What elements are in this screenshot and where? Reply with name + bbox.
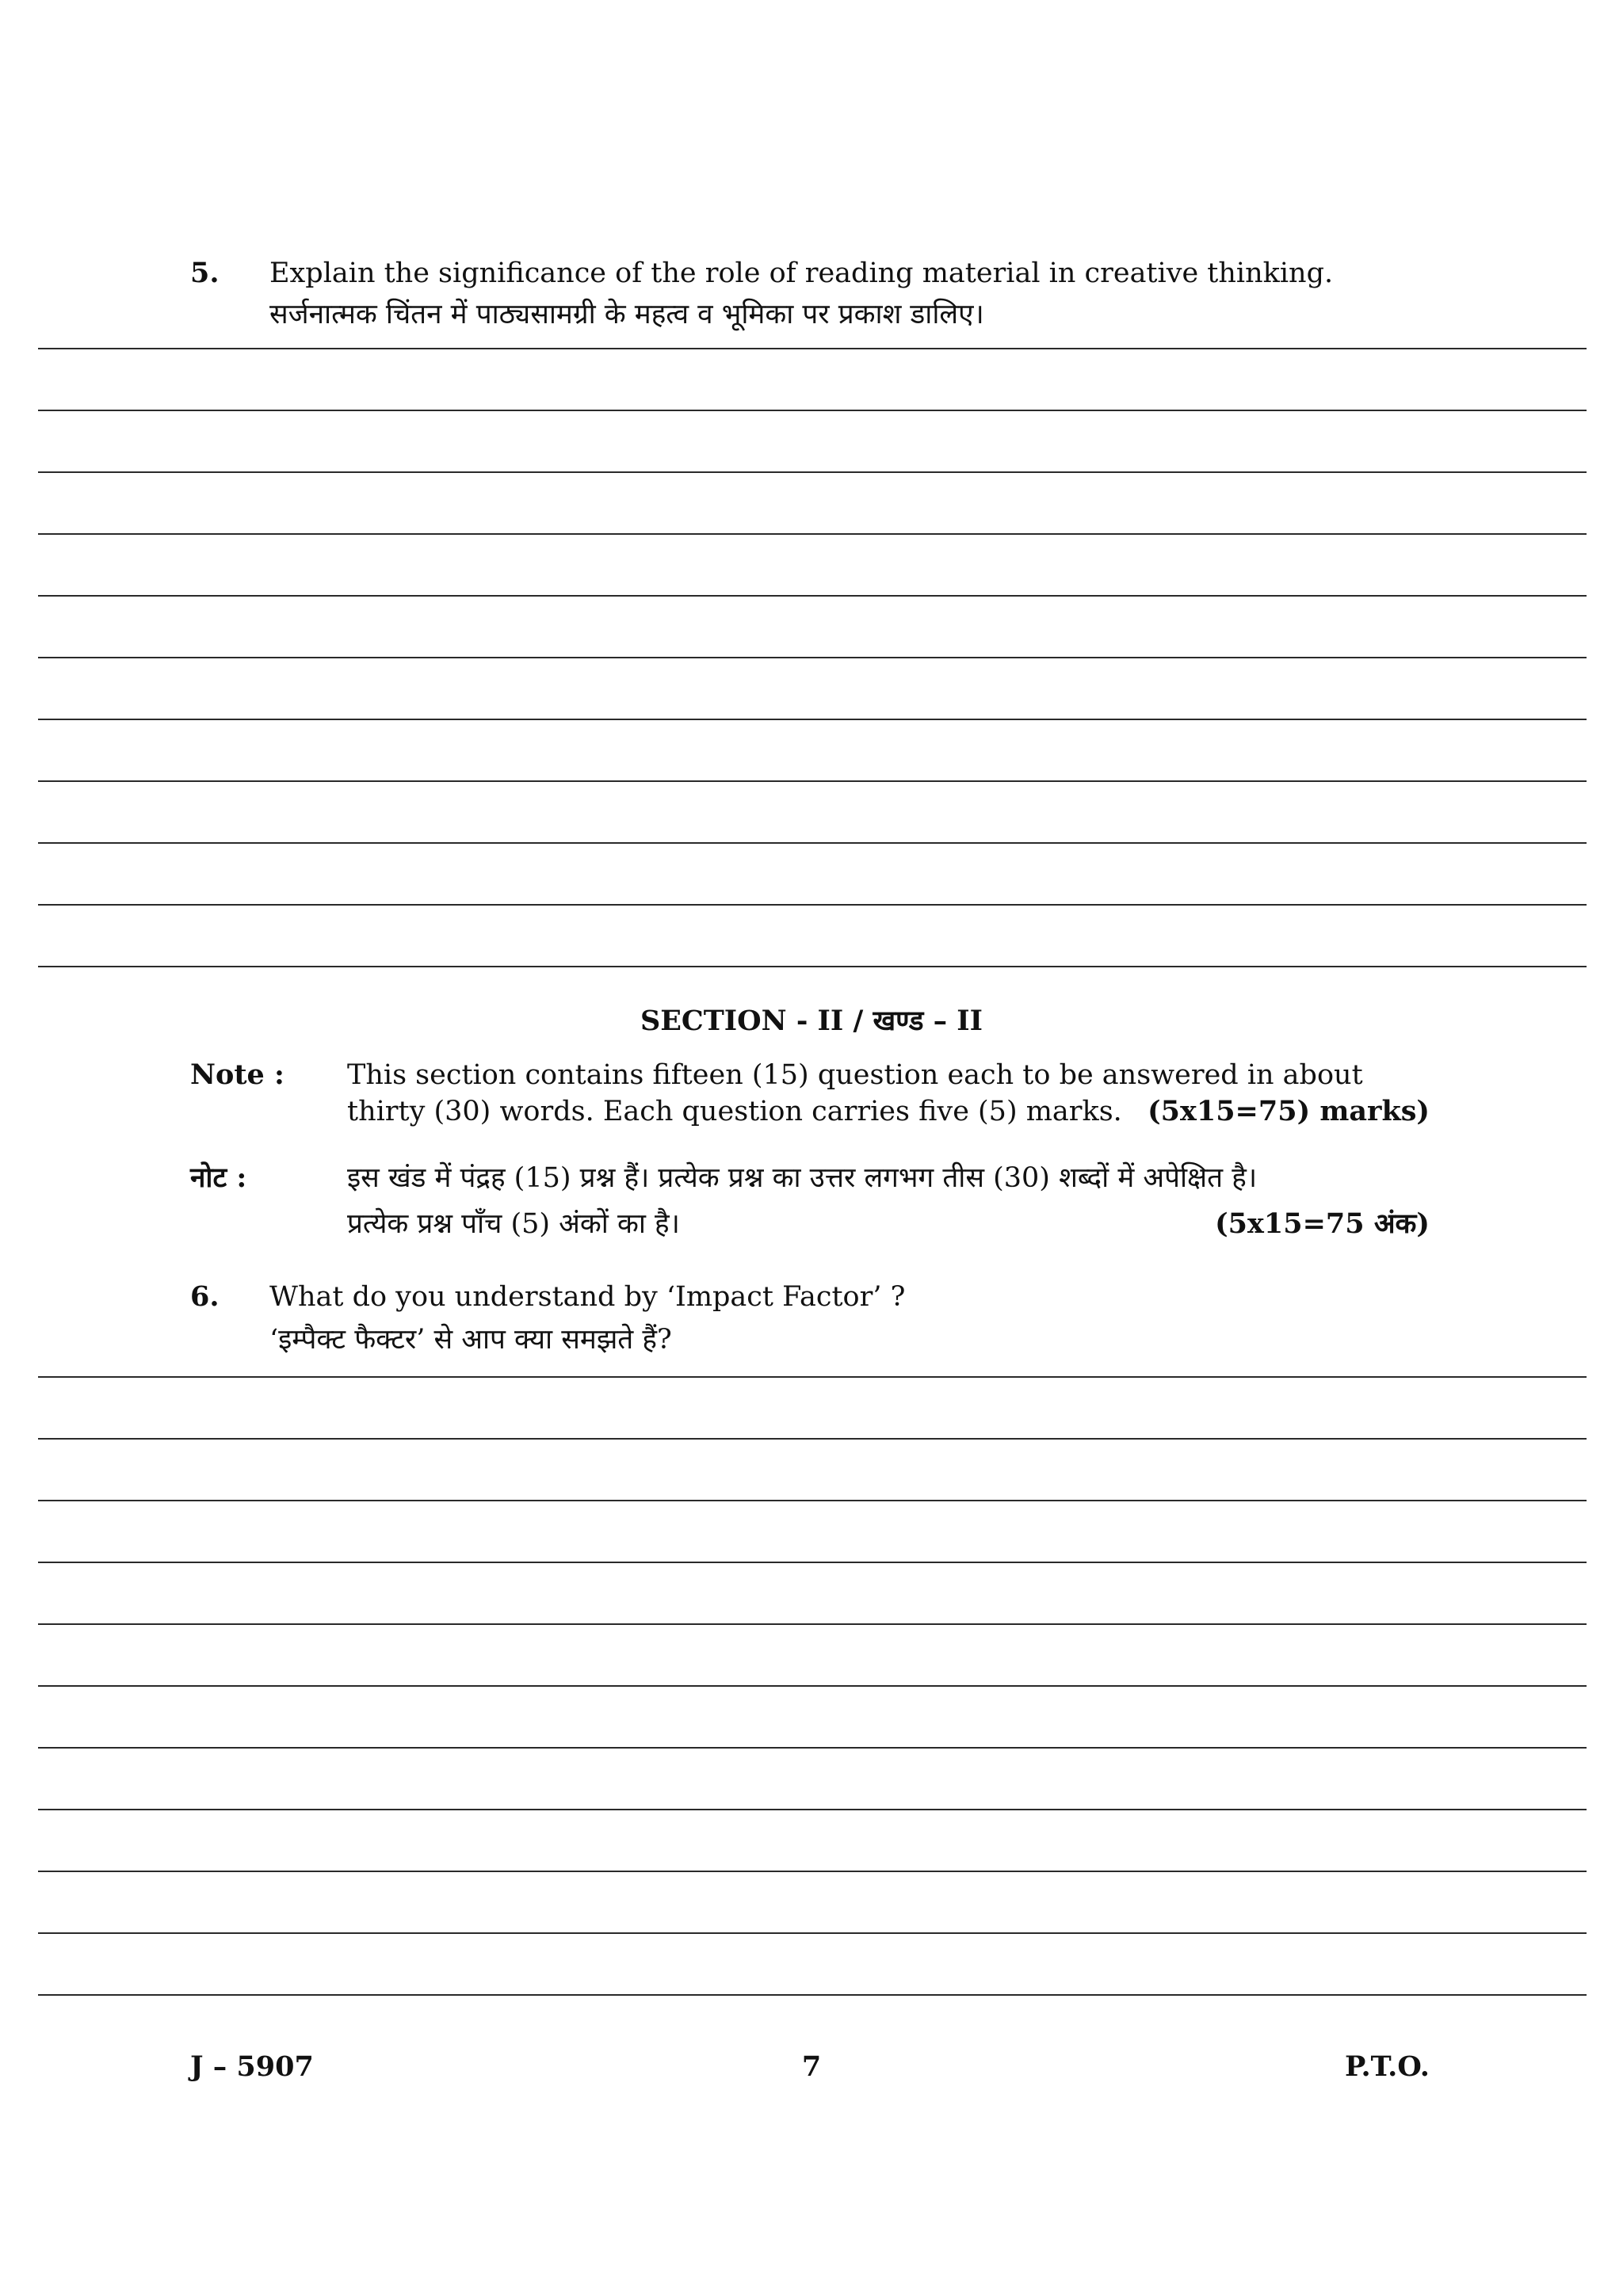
note-label-english: Note :: [190, 1058, 285, 1091]
footer-pto: P.T.O.: [1344, 2050, 1430, 2083]
question-5-number: 5.: [190, 257, 220, 289]
answer-line: [38, 348, 1587, 349]
note-english-marks: (5x15=75) marks): [1148, 1095, 1430, 1127]
footer-paper-code: J – 5907: [190, 2050, 314, 2083]
answer-line: [38, 719, 1587, 720]
note-hindi-marks: (5x15=75 अंक): [1215, 1207, 1430, 1240]
answer-line: [38, 1376, 1587, 1378]
answer-line: [38, 1871, 1587, 1872]
answer-line: [38, 1747, 1587, 1749]
question-6-number: 6.: [190, 1280, 220, 1313]
answer-line: [38, 471, 1587, 473]
answer-line: [38, 657, 1587, 658]
answer-line: [38, 966, 1587, 967]
answer-line: [38, 533, 1587, 535]
footer-page-number: 7: [801, 2050, 822, 2083]
section-heading: SECTION - II / खण्ड – II: [640, 1005, 983, 1037]
answer-line: [38, 904, 1587, 906]
note-label-hindi: नोट :: [190, 1161, 247, 1194]
answer-line: [38, 1438, 1587, 1440]
answer-line: [38, 1685, 1587, 1687]
note-english-line-1: This section contains fifteen (15) question each to be answered in about: [347, 1059, 1363, 1091]
answer-line: [38, 1623, 1587, 1625]
answer-line: [38, 410, 1587, 411]
answer-line: [38, 595, 1587, 597]
answer-line: [38, 842, 1587, 844]
note-hindi-line-1: इस खंड में पंद्रह (15) प्रश्न हैं। प्रत्येक प्रश्न का उत्तर लगभग तीस (30) शब्दों में अपेक्षित है।: [347, 1162, 1258, 1194]
answer-line: [38, 1932, 1587, 1934]
note-hindi-line-2: प्रत्येक प्रश्न पाँच (5) अंकों का है।: [347, 1208, 680, 1240]
answer-line: [38, 780, 1587, 782]
question-5-hindi: सर्जनात्मक चिंतन में पाठ्यसामग्री के महत्व व भूमिका पर प्रकाश डालिए।: [269, 299, 984, 330]
answer-line: [38, 1500, 1587, 1501]
question-6-hindi: ‘इम्पैक्ट फैक्टर’ से आप क्या समझते हैं?: [269, 1324, 672, 1356]
question-5-english: Explain the significance of the role of reading material in creative thinking.: [269, 257, 1334, 289]
answer-line: [38, 1809, 1587, 1810]
answer-line: [38, 1562, 1587, 1563]
note-english-line-2: thirty (30) words. Each question carries five (5) marks.: [347, 1096, 1122, 1127]
question-6-english: What do you understand by ‘Impact Factor’ ?: [269, 1281, 906, 1313]
answer-line: [38, 1994, 1587, 1996]
